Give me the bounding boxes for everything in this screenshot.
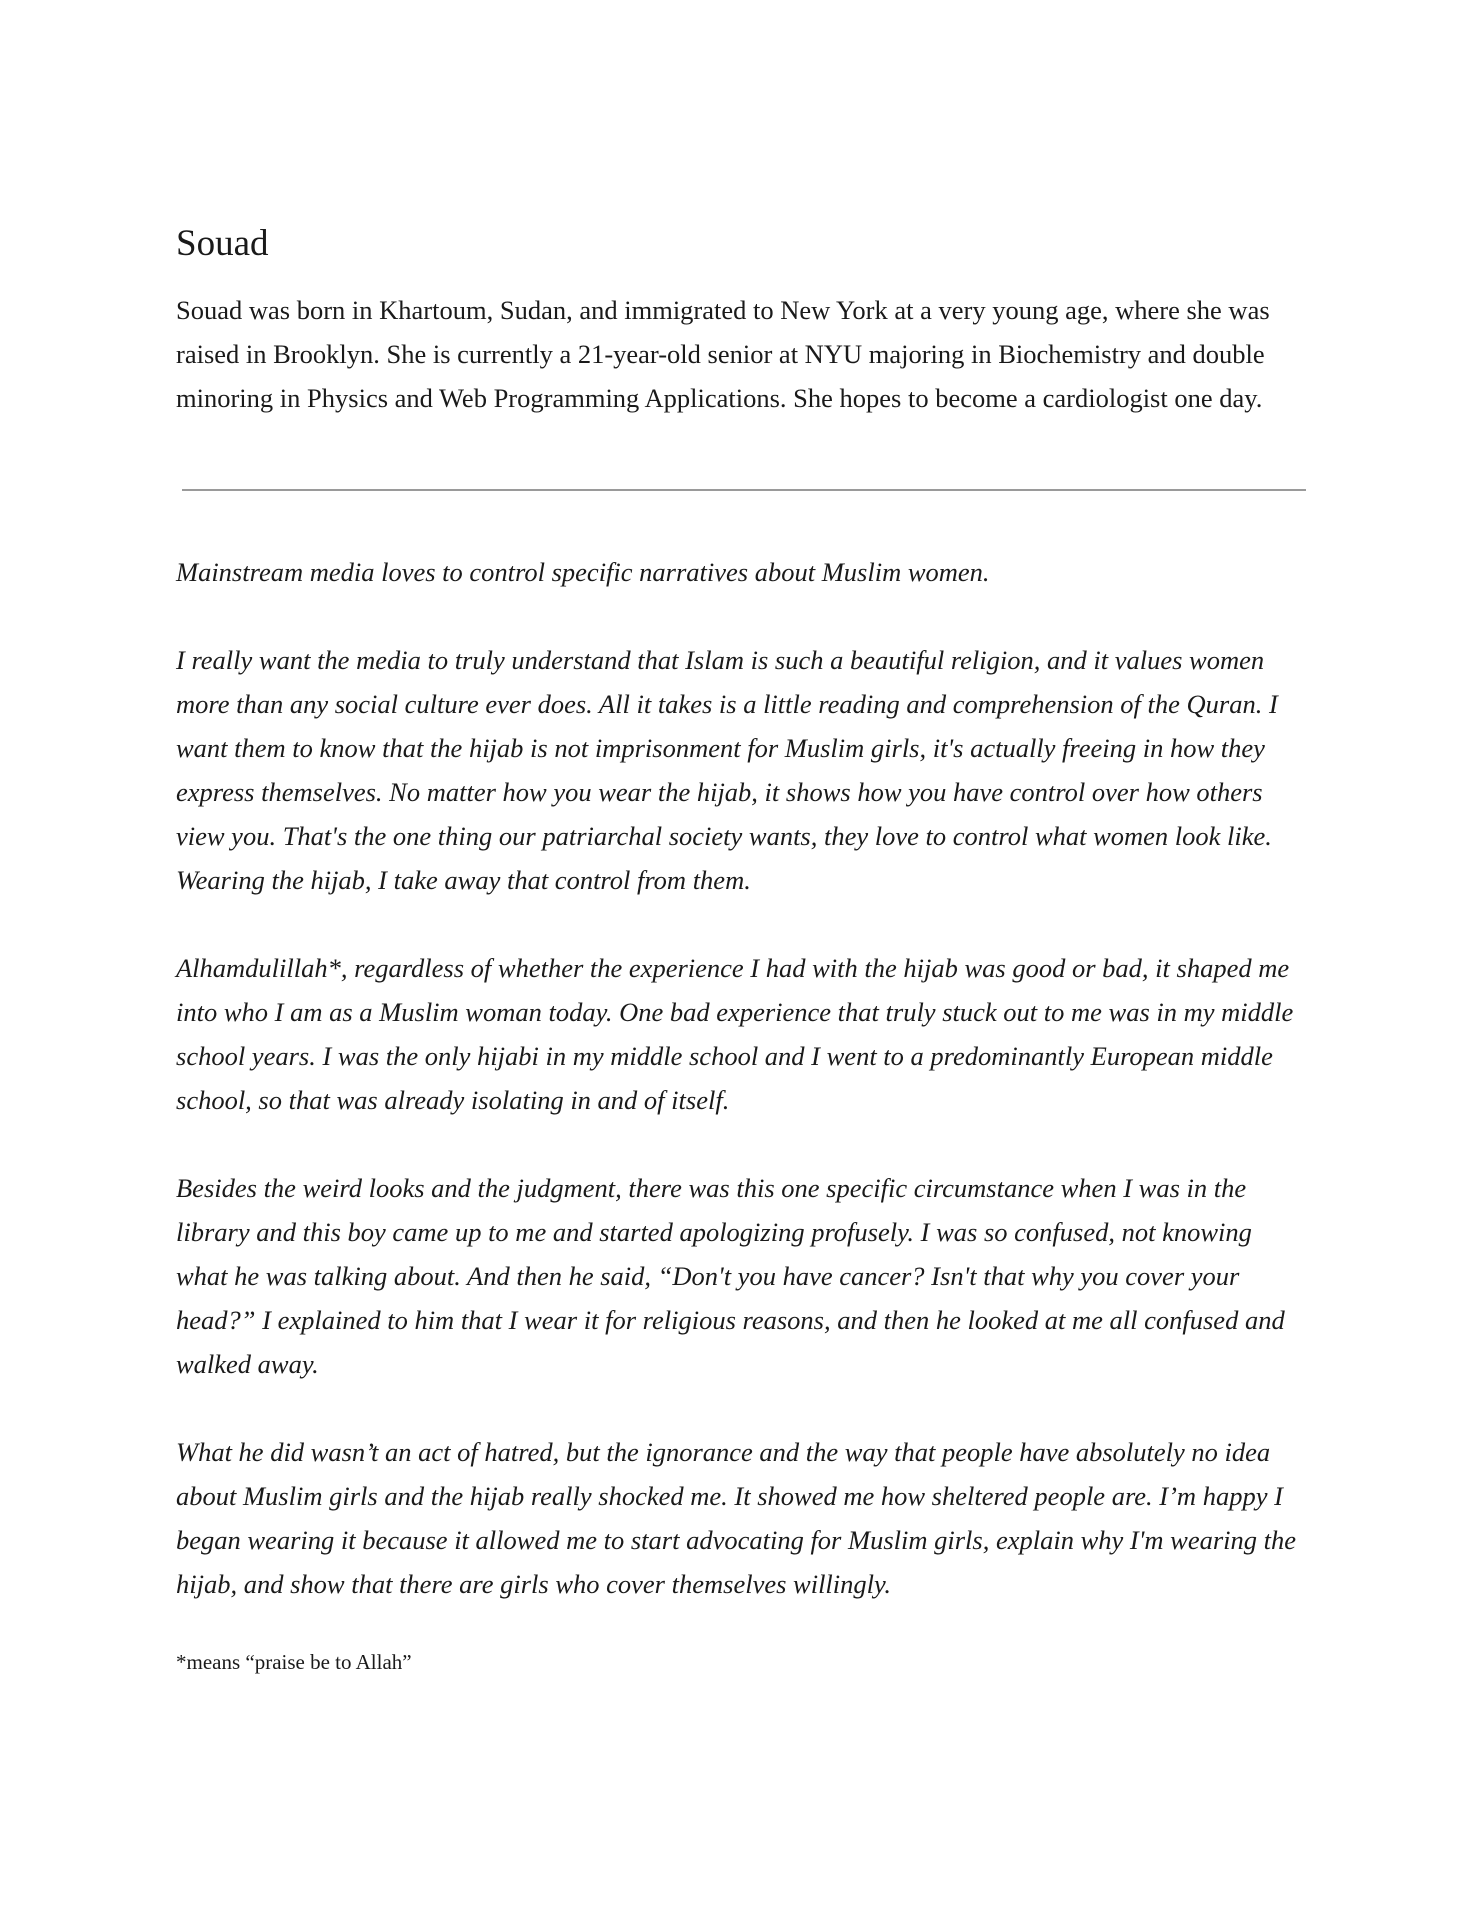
footnote: *means “praise be to Allah” <box>176 1650 412 1674</box>
page-title: Souad <box>176 223 269 264</box>
story-paragraph-5: What he did wasn’t an act of hatred, but the ignorance and the way that people have absolutely no idea about Muslim girls and the hijab really shocked me. It showed me how sheltered people are. I’m happy I began wearing it because it allowed me to start advocating for Muslim girls, explain why I'm wearing the hijab, and show that there are girls who cover themselves willingly. <box>176 1437 1297 1599</box>
story-paragraph-4: Besides the weird looks and the judgment, there was this one specific circumstance when I was in the library and this boy came up to me and started apologizing profusely. I was so confused, not knowing what he was talking about. And then he said, “Don't you have cancer? Isn't that why you cover your head?” I explained to him that I wear it for religious reasons, and then he looked at me all confused and walked away. <box>176 1173 1285 1379</box>
story-paragraph-3: Alhamdulillah*, regardless of whether the experience I had with the hijab was good or bad, it shaped me into who I am as a Muslim woman today. One bad experience that truly stuck out to me was in my middle school years. I was the only hijabi in my middle school and I went to a predominantly European middle school, so that was already isolating in and of itself. <box>176 953 1294 1115</box>
section-divider <box>182 489 1306 491</box>
story-paragraph-2: I really want the media to truly understand that Islam is such a beautiful religion, and it values women more than any social culture ever does. All it takes is a little reading and comprehension of the Quran. I want them to know that the hijab is not imprisonment for Muslim girls, it's actually freeing in how they express themselves. No matter how you wear the hijab, it shows how you have control over how others view you. That's the one thing our patriarchal society wants, they love to control what women look like. Wearing the hijab, I take away that control from them. <box>176 645 1278 895</box>
story-section <box>176 550 1310 1650</box>
story-paragraph-1: Mainstream media loves to control specific narratives about Muslim women. <box>176 557 990 587</box>
bio-paragraph: Souad was born in Khartoum, Sudan, and immigrated to New York at a very young age, where she was raised in Brooklyn. She is currently a 21-year-old senior at NYU majoring in Biochemistry and double minoring in Physics and Web Programming Applications. She hopes to become a cardiologist one day. <box>176 295 1270 413</box>
